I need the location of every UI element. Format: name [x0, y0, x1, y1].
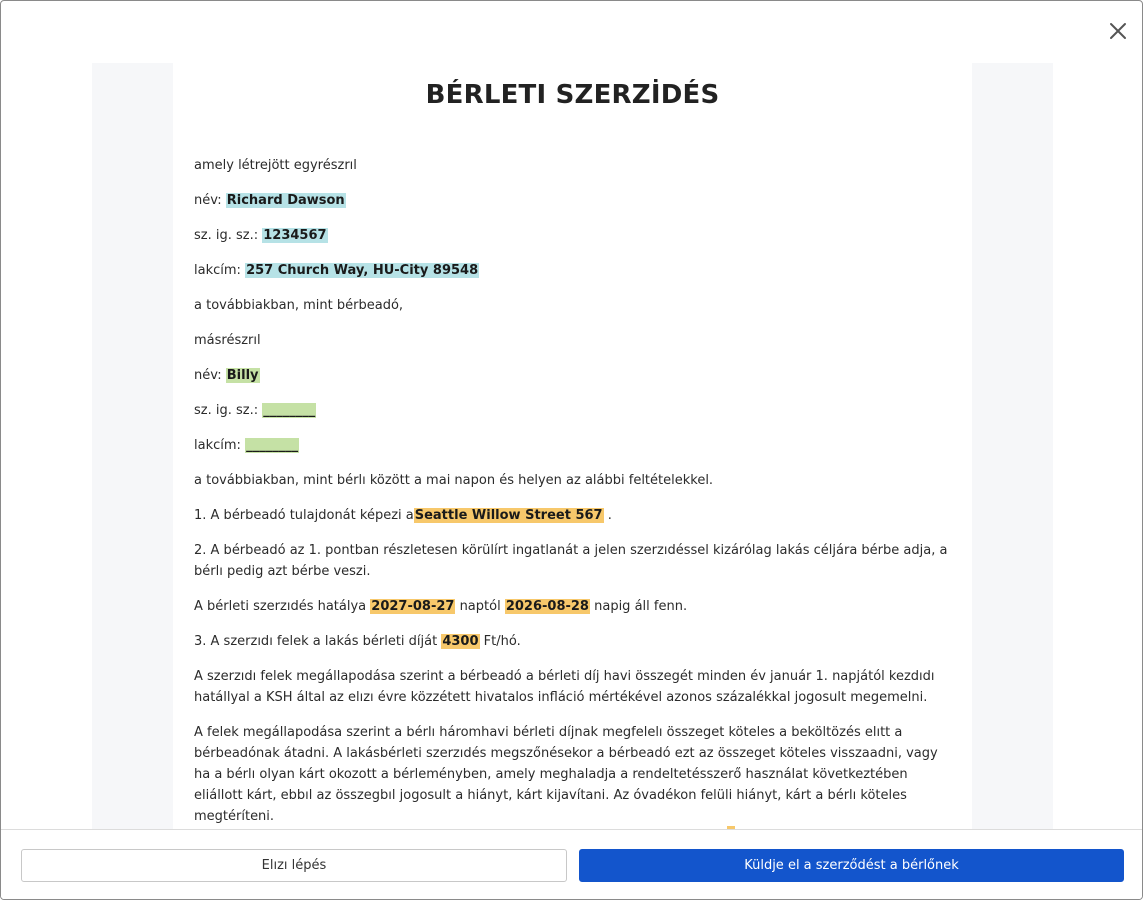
tenant-id-label: sz. ig. sz.: — [194, 403, 259, 418]
clause-2: 2. A bérbeadó az 1. pontban részletesen körülírt ingatlanát a jelen szerzıdéssel kizárólag lakás céljára bérbe adja, a bérlı pedig azt bérbe veszi. — [194, 543, 948, 579]
landlord-id-line — [194, 225, 951, 246]
tenant-name-line — [194, 365, 951, 386]
clause-1-after: . — [603, 508, 612, 523]
validity-before: A bérleti szerzıdés hatálya — [194, 599, 371, 614]
tenant-address-line — [194, 435, 951, 456]
validity-line — [194, 596, 951, 617]
landlord-name-field[interactable]: Richard Dawson — [226, 193, 345, 208]
document-body — [194, 155, 951, 827]
tenant-address-field[interactable]: ________ — [246, 438, 299, 453]
landlord-address-label: lakcím: — [194, 263, 241, 278]
start-date-field[interactable]: 2027-08-27 — [371, 599, 455, 614]
other-party-text: másrészrıl — [194, 333, 261, 348]
clause-1-before: 1. A bérbeadó tulajdonát képezi a — [194, 508, 414, 523]
send-to-tenant-button[interactable]: Küldje el a szerződést a bérlőnek — [579, 849, 1124, 882]
clause-3 — [194, 631, 951, 652]
landlord-name-label: név: — [194, 193, 222, 208]
clause-3-before: 3. A szerzıdı felek a lakás bérleti díját — [194, 634, 442, 649]
validity-after: napig áll fenn. — [589, 599, 688, 614]
close-button[interactable] — [1106, 19, 1130, 43]
landlord-id-field[interactable]: 1234567 — [263, 228, 327, 243]
tenant-id-line — [194, 400, 951, 421]
landlord-address-line — [194, 260, 951, 281]
tenant-id-field[interactable]: ________ — [263, 403, 316, 418]
tenant-address-label: lakcím: — [194, 438, 241, 453]
previous-step-button[interactable]: Elızı lépés — [21, 849, 567, 882]
clause-3-after: Ft/hó. — [479, 634, 521, 649]
dialog-footer — [1, 829, 1143, 900]
document-title: BÉRLETI SZERZİDÉS — [425, 80, 720, 110]
rent-amount-field[interactable]: 4300 — [442, 634, 479, 649]
inflation-paragraph: A szerzıdı felek megállapodása szerint a bérbeadó a bérleti díj havi összegét minden év január 1. napjától kezdıdı hatállyal a KSH által az elızı évre közzétett hivatalos infláció mértékével azonos százalékkal jogosult megemelni. — [194, 669, 935, 705]
tenant-name-field[interactable]: Billy — [226, 368, 259, 383]
validity-middle: naptól — [455, 599, 505, 614]
clause-1 — [194, 505, 951, 526]
close-icon — [1109, 22, 1127, 40]
intro-text: amely létrejött egyrészrıl — [194, 158, 357, 173]
landlord-address-field[interactable]: 257 Church Way, HU-City 89548 — [246, 263, 479, 278]
landlord-name-line — [194, 190, 951, 211]
as-landlord-text: a továbbiakban, mint bérbeadó, — [194, 298, 404, 313]
deposit-paragraph: A felek megállapodása szerint a bérlı háromhavi bérleti díjnak megfelelı összeget köteles a beköltözés elıtt a bérbeadónak átadni. A lakásbérleti szerzıdés megszőnésekor a bérbeadó ezt az összeget köteles visszaadni, vagy ha a bérlı olyan kárt okozott a bérleményben, amely meghaladja a rendeltetésszerő használat következtében eliállott kárt, ebbıl az összegbıl jogosult a hiányt, kárt kijavítani. Az óvadékon felüli hiányt, kárt a bérlı köteles megtéríteni. — [194, 725, 938, 824]
property-address-field[interactable]: Seattle Willow Street 567 — [414, 508, 603, 523]
as-tenant-text: a továbbiakban, mint bérlı között a mai napon és helyen az alábbi feltételekkel. — [194, 473, 714, 488]
landlord-id-label: sz. ig. sz.: — [194, 228, 259, 243]
tenant-name-label: név: — [194, 368, 222, 383]
document-viewer[interactable] — [92, 63, 1053, 829]
contract-document — [173, 63, 972, 829]
end-date-field[interactable]: 2026-08-28 — [505, 599, 589, 614]
